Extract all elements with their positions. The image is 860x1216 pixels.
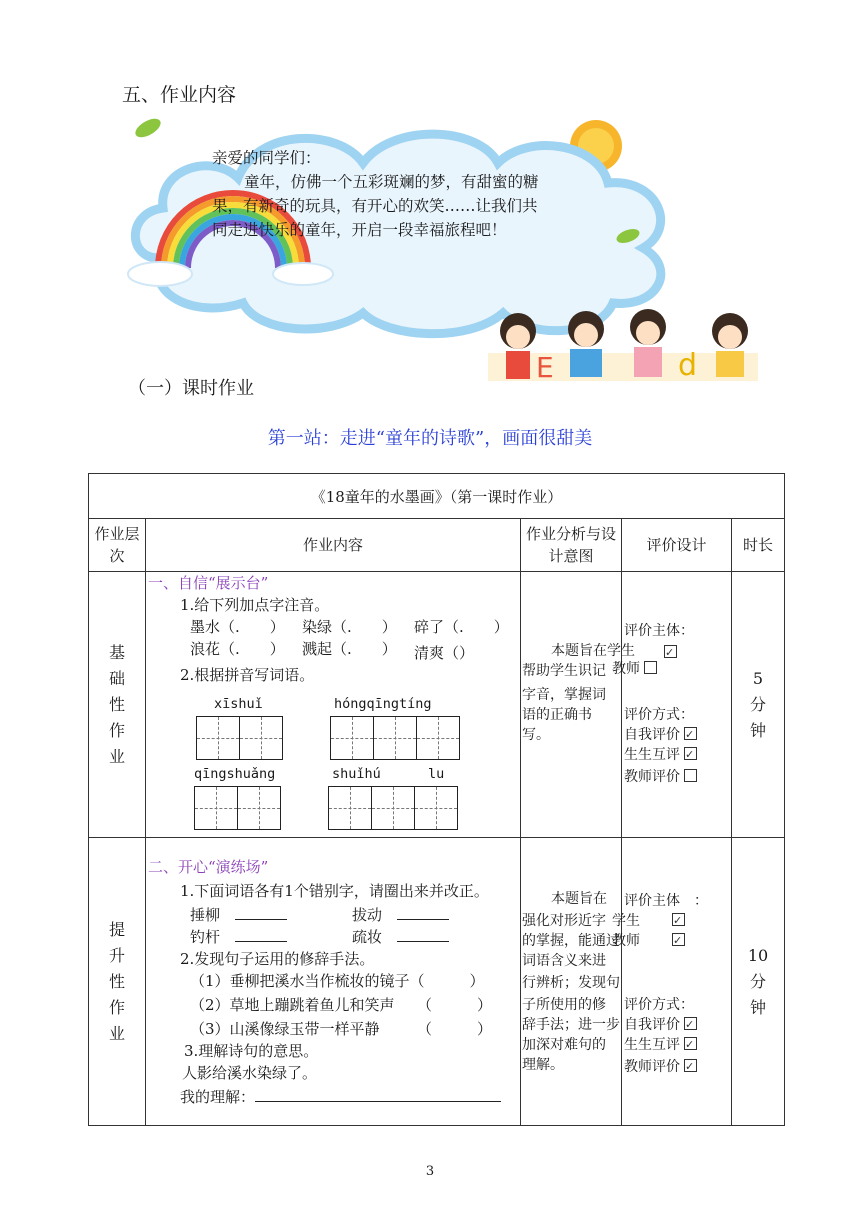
word-item: 清爽（） (414, 644, 475, 662)
content-advanced (146, 838, 521, 1126)
analysis-basic: 本题旨在学生 帮助学生识记 字音，掌握词 语的正确书 写。 (521, 572, 622, 838)
poem-line: 人影给溪水染绿了。 (182, 1064, 318, 1082)
homework-table (88, 473, 785, 1126)
svg-text:d: d (678, 348, 698, 383)
eval-basic: 评价主体： ✓ 教师 评价方式： 自我评价✓ 生生互评✓ 教师评价 (622, 572, 732, 838)
table-title: 《18童年的水墨画》（第一课时作业） (89, 474, 785, 519)
greeting-letter (212, 146, 582, 242)
header-analysis: 作业分析与设计意图 (521, 519, 622, 572)
pinyin: hóngqīngtíng (334, 696, 432, 712)
eval-option: 生生互评✓ (624, 1034, 697, 1056)
sentence: （1）垂柳把溪水当作梳妆的镜子（ ） (190, 972, 485, 990)
svg-text:E: E (536, 351, 554, 384)
time-advanced: 10分钟 (732, 838, 785, 1126)
page-number: 3 (425, 1164, 435, 1179)
word-item: 拔动 (352, 904, 449, 925)
checkbox (660, 642, 677, 664)
section-label: 二、开心“演练场” (148, 858, 269, 876)
word-item: 染绿（. ） (302, 618, 397, 636)
writing-grid[interactable] (196, 716, 283, 760)
analysis-advanced: 本题旨在 强化对形近字 的掌握，能通过 词语含义来进 行辨析；发现句 子所使用的修 辞手法；进一步 加深对难句的 理解。 (521, 838, 622, 1126)
question: 1.下面词语各有1个错别字，请圈出来并改正。 (180, 882, 489, 900)
writing-grid[interactable] (330, 716, 460, 760)
question: 2.根据拼音写词语。 (180, 666, 315, 684)
writing-grid[interactable] (328, 786, 458, 830)
header-eval: 评价设计 (622, 519, 732, 572)
question: 3.理解诗句的意思。 (184, 1042, 319, 1060)
letter-line: 果，有新奇的玩具，有开心的欢笑……让我们共 (212, 197, 538, 215)
header-time: 时长 (732, 519, 785, 572)
section-heading: 五、作业内容 (122, 84, 237, 106)
eval-option: 教师评价✓ (624, 1056, 697, 1078)
eval-option: 教师 (612, 658, 657, 680)
letter-line: 同走进快乐的童年，开启一段幸福旅程吧！ (212, 221, 507, 239)
letter-greeting: 亲爱的同学们： (212, 149, 321, 167)
letter-line: 童年，仿佛一个五彩斑斓的梦，有甜蜜的糖 (244, 173, 539, 191)
children-illustration (488, 309, 758, 384)
eval-option: 学生 ✓ (612, 910, 685, 932)
pinyin: shuǐhú (332, 766, 381, 782)
eval-option: 自我评价✓ (624, 1014, 697, 1036)
eval-option: 教师 ✓ (612, 930, 685, 952)
eval-option: 生生互评✓ (624, 744, 697, 766)
level-basic: 基础性作业 (89, 572, 146, 838)
pinyin: qīngshuǎng (194, 766, 276, 782)
word-item: 捶柳 (190, 904, 287, 925)
eval-advanced: 评价主体 ： 学生 ✓ 教师 ✓ 评价方式： 自我评价✓ 生生互评✓ 教师评价✓ (622, 838, 732, 1126)
time-basic: 5分钟 (732, 572, 785, 838)
section-label: 一、自信“展示台” (148, 574, 269, 592)
level-advanced: 提升性作业 (89, 838, 146, 1126)
word-item: 浪花（. ） (190, 640, 285, 658)
subheading: （一）课时作业 (128, 378, 254, 399)
writing-grid[interactable] (194, 786, 281, 830)
station-title: 第一站：走进“童年的诗歌”，画面很甜美 (267, 428, 593, 449)
answer-line[interactable]: 我的理解： (180, 1086, 501, 1107)
sentence: （2）草地上蹦跳着鱼儿和笑声 （ ） (190, 996, 493, 1014)
word-item: 钓杆 (190, 926, 287, 947)
pinyin: xīshuǐ (214, 696, 263, 712)
eval-option: 自我评价✓ (624, 724, 697, 746)
word-item: 疏妆 (352, 926, 449, 947)
header-level: 作业层次 (89, 519, 146, 572)
question: 2.发现句子运用的修辞手法。 (180, 950, 375, 968)
word-item: 溅起（. ） (302, 640, 397, 658)
word-item: 墨水（. ） (190, 618, 285, 636)
question: 1.给下列加点字注音。 (180, 596, 330, 614)
header-content: 作业内容 (146, 519, 521, 572)
pinyin: lu (428, 766, 445, 782)
eval-option: 教师评价 (624, 766, 697, 788)
sentence: （3）山溪像绿玉带一样平静 （ ） (190, 1020, 493, 1038)
word-item: 碎了（. ） (414, 618, 509, 636)
content-basic (146, 572, 521, 838)
